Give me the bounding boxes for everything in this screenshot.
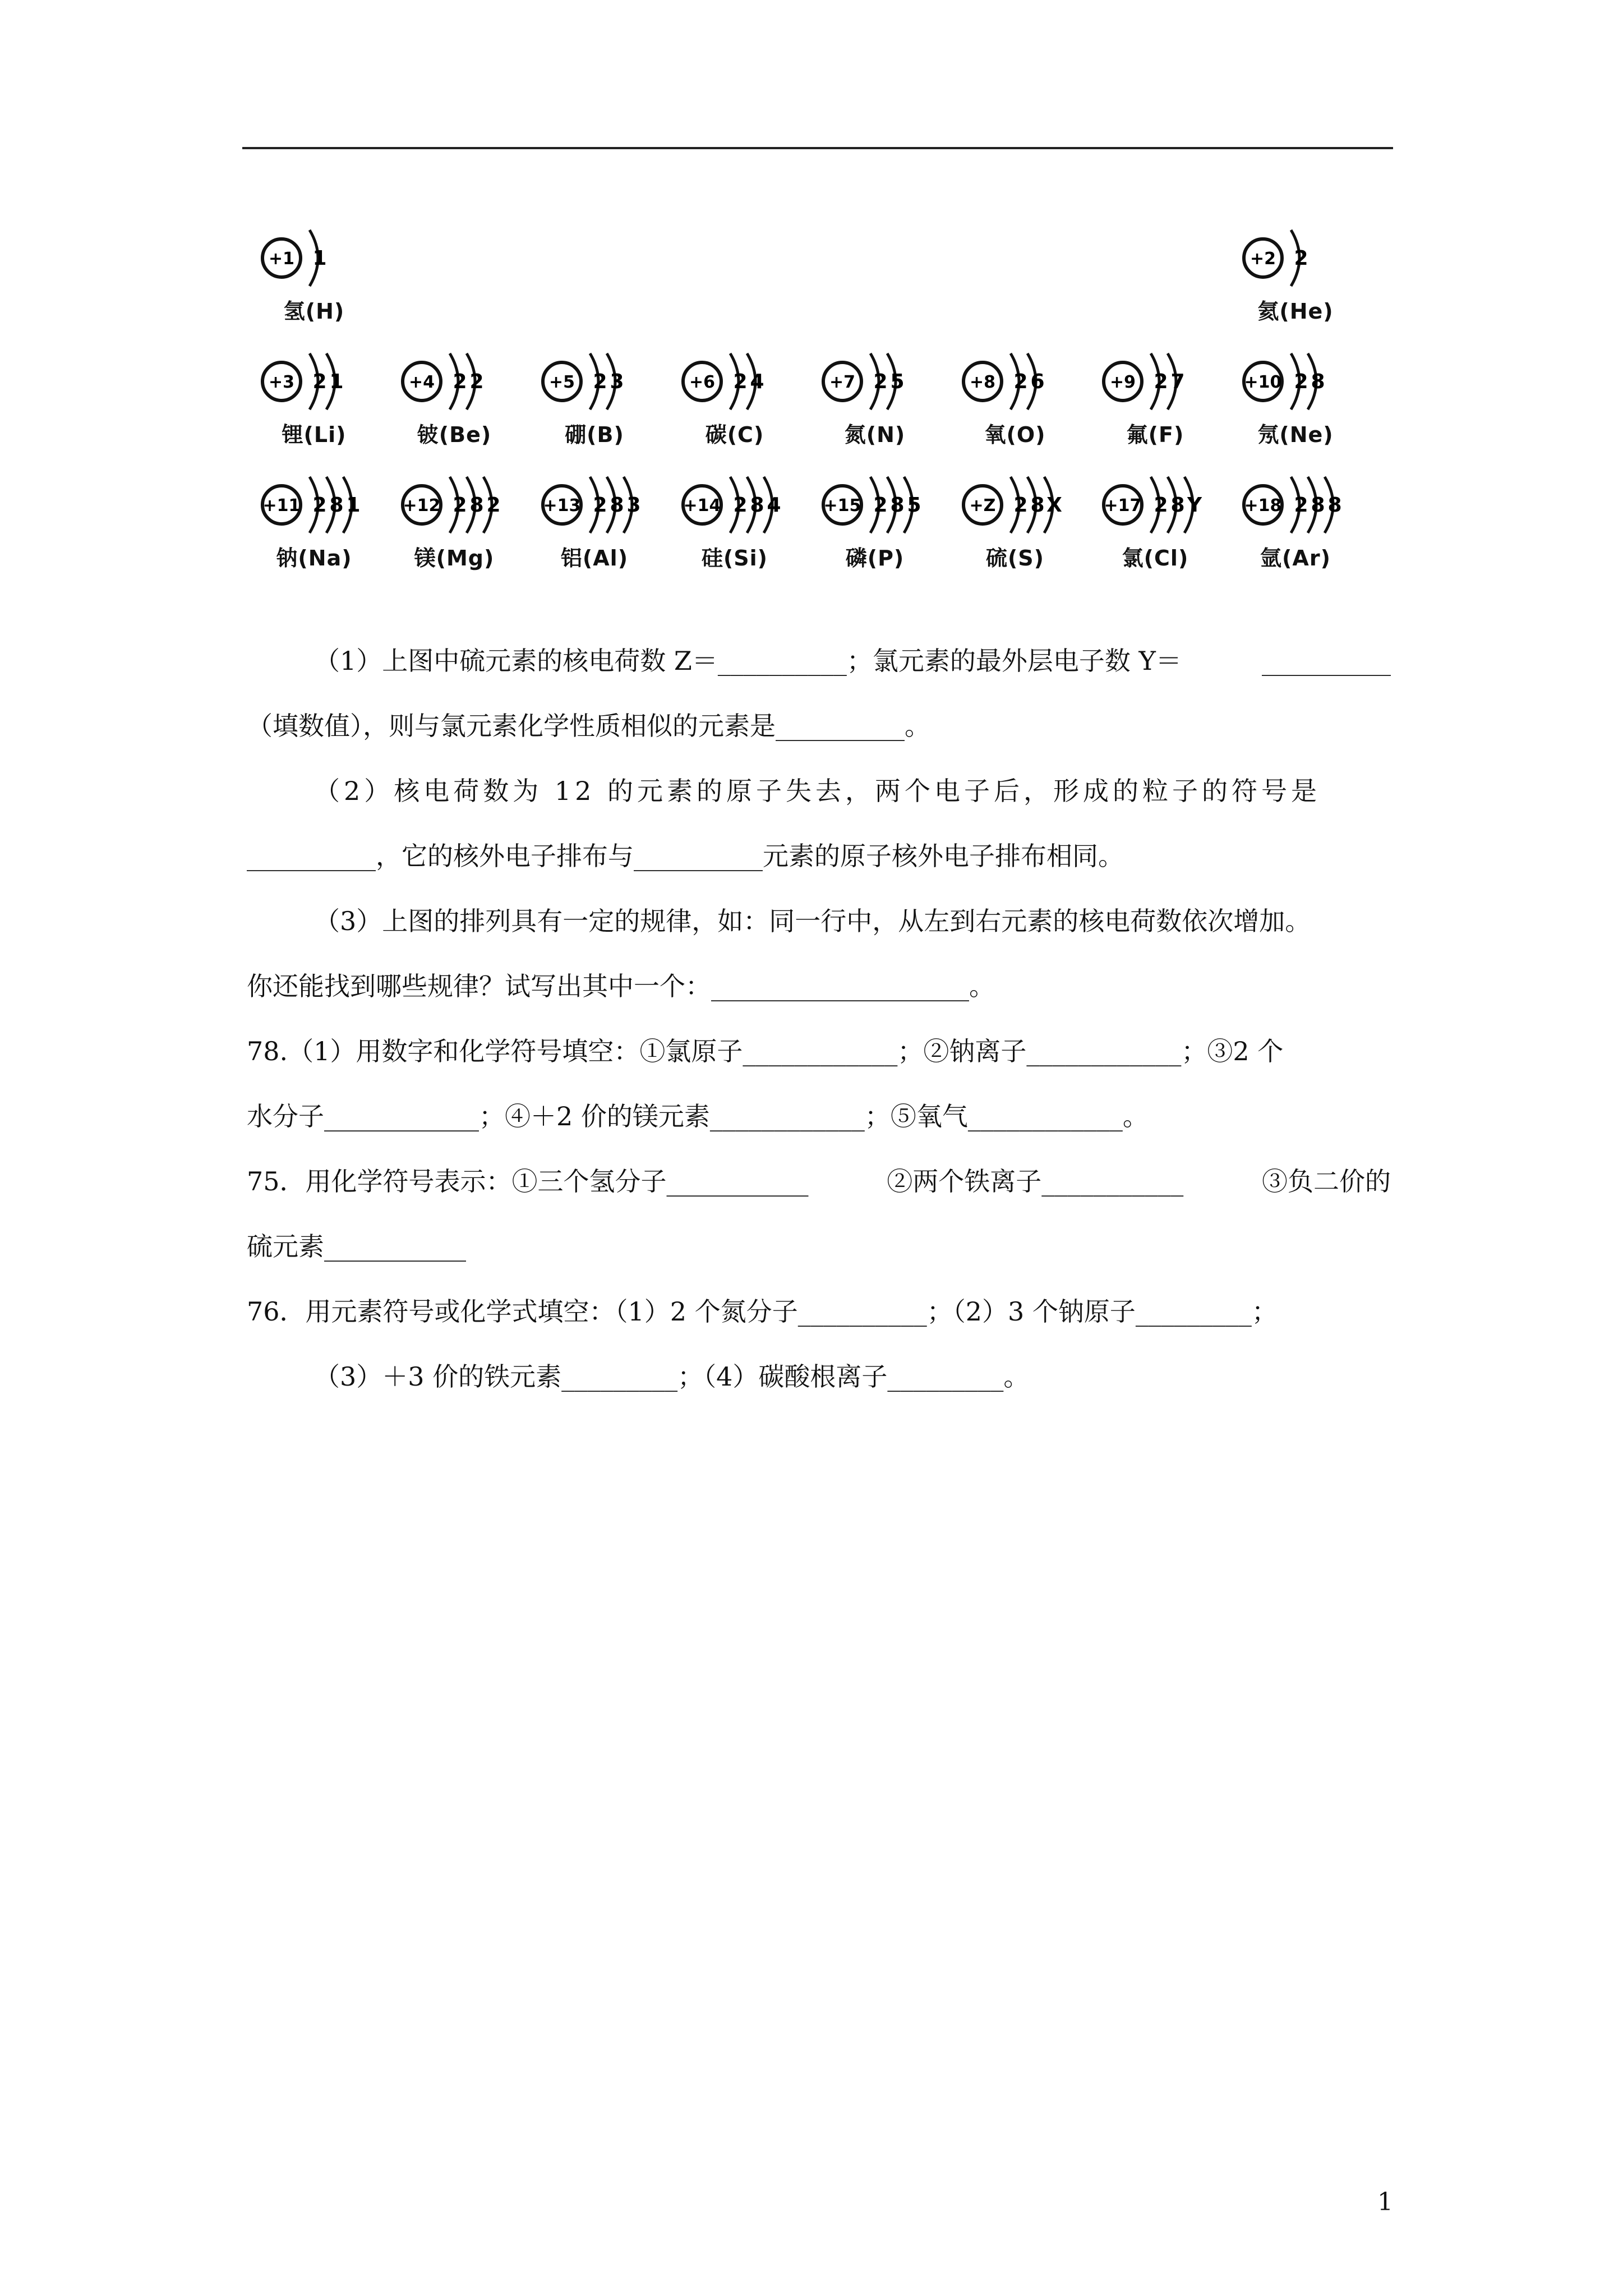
- element-name: 氟(F): [1126, 422, 1184, 447]
- atom-diagram: [1099, 471, 1223, 583]
- atom-diagram: [1239, 348, 1363, 460]
- atom-diagram: [538, 348, 662, 460]
- atom-diagram: [1239, 471, 1363, 583]
- nucleus-charge: +8: [969, 372, 996, 392]
- q78-line1: 78.（1）用数字和化学符号填空：①氯原子____________；②钠离子____________；③2 个: [247, 1036, 1284, 1066]
- question-text: [247, 628, 1391, 1409]
- shell-electron-count: 2: [733, 370, 748, 393]
- atom-diagram: [1239, 224, 1363, 337]
- q2-line2: __________，它的核外电子排布与__________元素的原子核外电子排布相同。: [247, 841, 1124, 871]
- element-name: 氦(He): [1257, 299, 1334, 324]
- atom-structure-icon: [819, 348, 931, 415]
- q1-line1: [247, 628, 1391, 693]
- nucleus-charge: +1: [268, 249, 295, 269]
- shell-electron-count: 2: [593, 494, 607, 517]
- atom-diagram: [819, 348, 942, 460]
- shell-electron-count: 2: [486, 494, 501, 517]
- element-name: 硅(Si): [701, 546, 768, 570]
- element-name: 磷(P): [845, 546, 905, 570]
- nucleus-charge: +5: [548, 372, 575, 392]
- shell-electron-count: 2: [733, 494, 748, 517]
- atom-structure-icon: [1099, 348, 1211, 415]
- element-name: 硼(B): [565, 422, 624, 447]
- shell-electron-count: 2: [312, 494, 327, 517]
- nucleus-charge: +17: [1104, 496, 1142, 516]
- nucleus-charge: +3: [268, 372, 295, 392]
- atom-structure-icon: [1239, 471, 1352, 539]
- element-name: 氯(Cl): [1122, 546, 1189, 570]
- atom-diagram: [258, 348, 381, 460]
- atom-structure-icon: [679, 348, 791, 415]
- shell-electron-count: 5: [907, 494, 921, 517]
- element-name: 氢(H): [283, 299, 345, 324]
- q75-part1: 75．用化学符号表示：①三个氢分子___________: [247, 1166, 809, 1197]
- atom-diagram: [959, 471, 1082, 583]
- q1-line1-blank: __________: [1262, 646, 1391, 676]
- atom-diagram: [398, 471, 522, 583]
- shell-electron-count: 2: [1013, 370, 1028, 393]
- shell-electron-count: 1: [312, 247, 327, 270]
- shell-electron-count: 2: [453, 494, 467, 517]
- shell-electron-count: 2: [873, 370, 888, 393]
- shell-electron-count: 8: [1170, 494, 1185, 517]
- atom-diagram: [258, 471, 381, 583]
- q2-line1: （2）核电荷数为 12 的元素的原子失去，两个电子后，形成的粒子的符号是: [314, 776, 1321, 806]
- shell-electron-count: 2: [1154, 370, 1168, 393]
- element-name: 氮(N): [844, 422, 906, 447]
- atom-diagram: [679, 471, 802, 583]
- shell-electron-count: 3: [610, 370, 624, 393]
- element-name: 氩(Ar): [1260, 546, 1331, 570]
- q76-line1: 76．用元素符号或化学式填空：（1）2 个氮分子__________；（2）3 个钠原子_________；: [247, 1296, 1278, 1327]
- atom-structure-icon: [959, 471, 1071, 539]
- element-name: 锂(Li): [282, 422, 347, 447]
- atom-structure-icon: [398, 348, 510, 415]
- shell-electron-count: 2: [873, 494, 888, 517]
- atom-diagram: [679, 348, 802, 460]
- atom-structure-icon: [258, 348, 370, 415]
- q76-line2: （3）＋3 价的铁元素_________；（4）碳酸根离子_________。: [314, 1361, 1030, 1392]
- shell-electron-count: 7: [1170, 370, 1185, 393]
- shell-electron-count: 8: [329, 494, 344, 517]
- atom-structure-icon: [819, 471, 931, 539]
- nucleus-charge: +15: [823, 496, 861, 516]
- shell-electron-count: X: [1046, 494, 1062, 517]
- atom-diagram: [398, 348, 522, 460]
- shell-electron-count: 2: [1154, 494, 1168, 517]
- shell-electron-count: 8: [1030, 494, 1045, 517]
- q75-part3: ③负二价的: [1261, 1166, 1391, 1197]
- nucleus-charge: +Z: [969, 496, 996, 516]
- nucleus-charge: +6: [689, 372, 716, 392]
- q1-line1-text: （1）上图中硫元素的核电荷数 Z＝__________；氯元素的最外层电子数 Y＝: [314, 646, 1182, 676]
- element-name: 氖(Ne): [1257, 422, 1334, 447]
- atomic-structure-diagram: [258, 224, 1357, 595]
- shell-electron-count: 2: [1294, 370, 1308, 393]
- atom-structure-icon: [398, 471, 510, 539]
- element-name: 氧(O): [984, 422, 1046, 447]
- nucleus-charge: +9: [1109, 372, 1136, 392]
- q1-line2: （填数值），则与氯元素化学性质相似的元素是__________。: [247, 711, 930, 741]
- atom-structure-icon: [1099, 471, 1211, 539]
- atom-structure-icon: [538, 348, 651, 415]
- shell-electron-count: 1: [329, 370, 344, 393]
- shell-electron-count: 2: [1294, 247, 1308, 270]
- q75-part2: ②两个铁离子___________: [887, 1166, 1184, 1197]
- shell-electron-count: 4: [750, 370, 764, 393]
- atom-structure-icon: [258, 471, 370, 539]
- shell-electron-count: 2: [593, 370, 607, 393]
- element-name: 铍(Be): [417, 422, 492, 447]
- nucleus-charge: +4: [408, 372, 435, 392]
- element-name: 硫(S): [985, 546, 1045, 570]
- shell-electron-count: 6: [1030, 370, 1045, 393]
- atom-structure-icon: [538, 471, 651, 539]
- shell-electron-count: 2: [312, 370, 327, 393]
- atom-structure-icon: [679, 471, 791, 539]
- atom-structure-icon: [959, 348, 1071, 415]
- shell-electron-count: 8: [750, 494, 764, 517]
- atom-diagram: [258, 224, 381, 337]
- shell-electron-count: 8: [610, 494, 624, 517]
- atom-diagram: [1099, 348, 1223, 460]
- shell-electron-count: 8: [1311, 370, 1325, 393]
- shell-electron-count: 2: [469, 370, 484, 393]
- shell-electron-count: 8: [890, 494, 905, 517]
- q75-line2: 硫元素___________: [247, 1231, 466, 1262]
- atom-structure-icon: [1239, 224, 1352, 292]
- shell-electron-count: 5: [890, 370, 905, 393]
- shell-electron-count: 4: [767, 494, 781, 517]
- header-rule: [242, 147, 1393, 149]
- nucleus-charge: +11: [262, 496, 301, 516]
- nucleus-charge: +14: [683, 496, 721, 516]
- element-name: 钠(Na): [276, 546, 352, 570]
- element-name: 碳(C): [705, 422, 764, 447]
- q78-line2: 水分子____________；④＋2 价的镁元素____________；⑤氧气____________。: [247, 1101, 1149, 1131]
- element-name: 镁(Mg): [414, 546, 495, 570]
- shell-electron-count: Y: [1187, 494, 1202, 517]
- q3-line2: 你还能找到哪些规律？试写出其中一个：____________________。: [247, 971, 995, 1001]
- nucleus-charge: +13: [543, 496, 581, 516]
- shell-electron-count: 2: [1013, 494, 1028, 517]
- shell-electron-count: 1: [346, 494, 361, 517]
- page-number: 1: [1377, 2188, 1393, 2216]
- nucleus-charge: +12: [403, 496, 441, 516]
- nucleus-charge: +7: [829, 372, 856, 392]
- atom-structure-icon: [258, 224, 370, 292]
- atom-diagram: [959, 348, 1082, 460]
- nucleus-charge: +10: [1244, 372, 1282, 392]
- shell-electron-count: 8: [1327, 494, 1342, 517]
- q3-line1: （3）上图的排列具有一定的规律，如：同一行中，从左到右元素的核电荷数依次增加。: [314, 906, 1311, 936]
- shell-electron-count: 8: [469, 494, 484, 517]
- atom-diagram: [538, 471, 662, 583]
- q75-line1: [247, 1149, 1391, 1214]
- element-name: 铝(Al): [560, 546, 629, 570]
- nucleus-charge: +2: [1249, 249, 1276, 269]
- shell-electron-count: 3: [626, 494, 641, 517]
- nucleus-charge: +18: [1244, 496, 1282, 516]
- atom-diagram: [819, 471, 942, 583]
- shell-electron-count: 2: [453, 370, 467, 393]
- shell-electron-count: 2: [1294, 494, 1308, 517]
- shell-electron-count: 8: [1311, 494, 1325, 517]
- atom-structure-icon: [1239, 348, 1352, 415]
